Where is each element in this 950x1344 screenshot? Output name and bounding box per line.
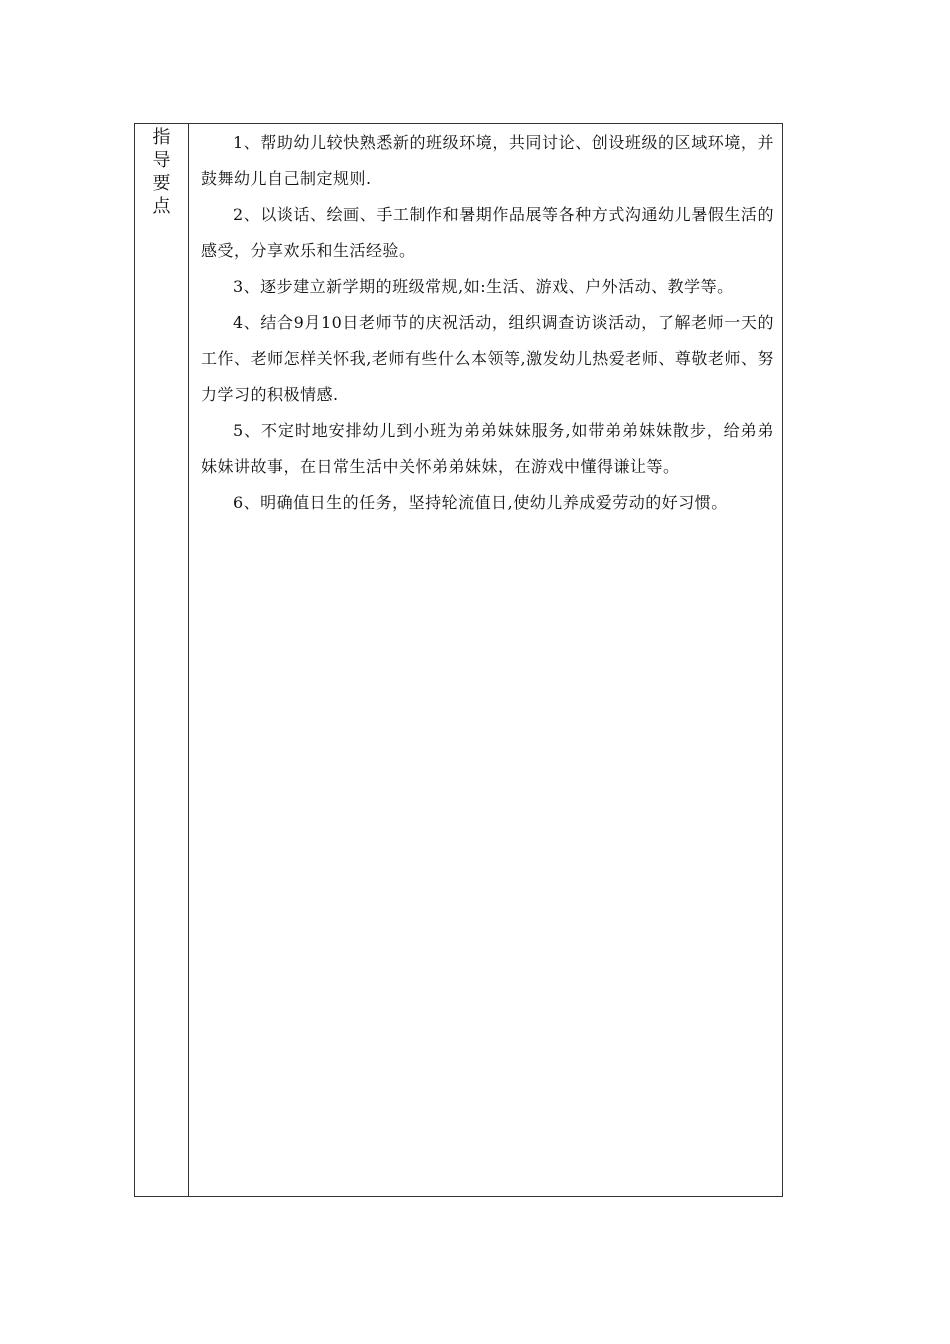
guidance-item-6: 6、明确值日生的任务，坚持轮流值日,使幼儿养成爱劳动的好习惯。 <box>233 493 728 512</box>
guidance-item-5: 5、不定时地安排幼儿到小班为弟弟妹妹服务,如带弟弟妹妹散步，给弟弟妹妹讲故事，在日常生活中关怀弟弟妹妹，在游戏中懂得谦让等。 <box>201 421 774 476</box>
guidance-item-2: 2、以谈话、绘画、手工制作和暑期作品展等各种方式沟通幼儿暑假生活的感受，分享欢乐和生活经验。 <box>201 205 774 260</box>
guidance-item-1: 1、帮助幼儿较快熟悉新的班级环境，共同讨论、创设班级的区域环境，并鼓舞幼儿自己制定规则. <box>201 133 774 188</box>
guidance-item-4: 4、结合9月10日老师节的庆祝活动，组织调查访谈活动，了解老师一天的工作、老师怎样关怀我,老师有些什么本领等,激发幼儿热爱老师、尊敬老师、努力学习的积极情感. <box>201 313 774 404</box>
label-char: 要 <box>152 173 171 194</box>
label-char: 导 <box>152 150 171 171</box>
guidance-points-content <box>189 124 782 1196</box>
label-char: 指 <box>152 127 171 148</box>
guidance-points-label <box>135 124 189 1196</box>
label-char: 点 <box>152 196 171 217</box>
guidance-item-3: 3、逐步建立新学期的班级常规,如:生活、游戏、户外活动、教学等。 <box>233 277 734 296</box>
guidance-table <box>134 123 783 1197</box>
